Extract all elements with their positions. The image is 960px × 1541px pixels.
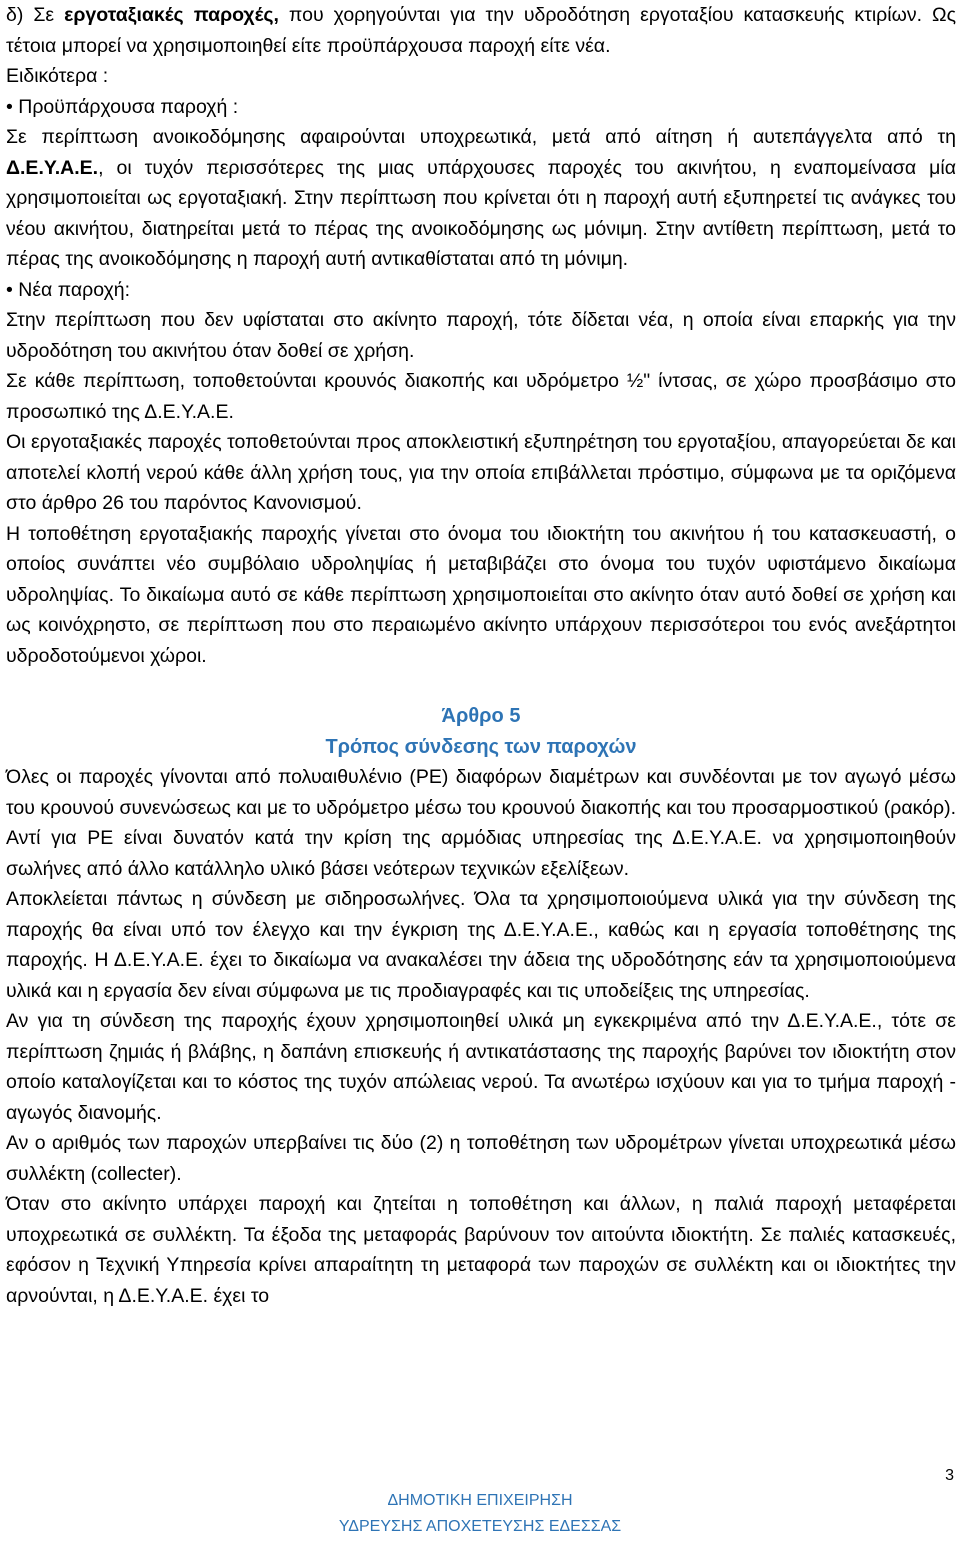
paragraph-owner-name: Η τοποθέτηση εργοταξιακής παροχής γίνεται στο όνομα του ιδιοκτήτη του ακινήτου ή του κατασκευαστή, ο οποίος συνάπτει νέο συμβόλαιο υδροληψίας ή μεταβιβάζει στο όνομα του τυχόν υφιστάμενο δικαίωμα υδροληψίας. Το δικαίωμα αυτό σε κάθε περίπτωση χρησιμοποιείται στο ακίνητο όταν αυτό δοθεί σε χρήση και ως κοινόχρηστο, σε περίπτωση που στο περαιωμένο ακίνητο υπάρχουν περισσότεροι του ενός ανεξάρτητοι υδροδοτούμενοι χώροι. [6, 522, 956, 667]
article-title: Τρόπος σύνδεσης των παροχών [325, 735, 637, 758]
spacer [6, 671, 956, 701]
paragraph-specifically: Ειδικότερα : [6, 65, 109, 87]
document-page [6, 0, 956, 1311]
paragraph-reconstruction: Σε περίπτωση ανοικοδόμησης αφαιρούνται υποχρεωτικά, μετά από αίτηση ή αυτεπάγγελτα από τη Δ.Ε.Υ.Α.Ε., οι τυχόν περισσότερες της μιας υπάρχουσες παροχές του ακινήτου, η εναπομείνασα μία χρησιμοποιείται ως εργοταξιακή. Στην περίπτωση που κρίνεται ότι η παροχή αυτή εξυπηρετεί τις ανάγκες του νέου ακινήτου, διατηρείται μετά το πέρας της ανοικοδόμησης ως μόνιμη. Στην αντίθετη περίπτωση, μετά το πέρας της ανοικοδόμησης η παροχή αυτή αντικαθίσταται από τη μόνιμη. [6, 126, 956, 270]
paragraph-text: που χορηγούνται για την υδροδότηση εργοταξίου κατασκευής κτιρίων. Ως τέτοια μπορεί να χρησιμοποιηθεί είτε προϋπάρχουσα παροχή είτε νέα. [6, 4, 956, 57]
paragraph-collector: Αν ο αριθμός των παροχών υπερβαίνει τις δύο (2) η τοποθέτηση των υδρομέτρων γίνεται υποχρεωτικά μέσω συλλέκτη (collecter). [6, 1132, 956, 1185]
bullet-existing-supply: • Προϋπάρχουσα παροχή : [6, 95, 239, 118]
paragraph-exclusive-use: Οι εργοταξιακές παροχές τοποθετούνται προς αποκλειστική εξυπηρέτηση του εργοταξίου, απαγορεύεται δε και αποτελεί κλοπή νερού κάθε άλλη χρήση τους, για την οποία επιβάλλεται πρόστιμο, σύμφωνα με τα οριζόμενα στο άρθρο 26 του παρόντος Κανονισμού. [6, 431, 956, 514]
bullet-new-supply: • Νέα παροχή: [6, 278, 131, 301]
article-number: Άρθρο 5 [441, 705, 521, 727]
paragraph-new-supply: Στην περίπτωση που δεν υφίσταται στο ακίνητο παροχή, τότε δίδεται νέα, η οποία είναι επαρκής για την υδροδότηση του ακινήτου όταν δοθεί σε χρήση. [6, 309, 956, 362]
paragraph-iron-pipes: Αποκλείεται πάντως η σύνδεση με σιδηροσωλήνες. Όλα τα χρησιμοποιούμενα υλικά για την σύνδεση της παροχής θα είναι υπό τον έλεγχο και την έγκριση της Δ.Ε.Υ.Α.Ε., καθώς και η εργασία τοποθέτησης της παροχής. Η Δ.Ε.Υ.Α.Ε. έχει το δικαίωμα να ανακαλέσει την άδεια της υδροδότησης εάν τα χρησιμοποιούμενα υλικά και η εργασία δεν είναι σύμφωνα με τις προδιαγραφές και τις υποδείξεις της υπηρεσίας. [6, 888, 956, 1002]
paragraph-valve-meter: Σε κάθε περίπτωση, τοποθετούνται κρουνός διακοπής και υδρόμετρο ½" ίντσας, σε χώρο προσβάσιμο στο προσωπικό της Δ.Ε.Υ.Α.Ε. [6, 370, 956, 423]
paragraph-prefix: δ) Σε [6, 4, 65, 26]
paragraph-worksite-supplies [6, 0, 956, 61]
paragraph-pe-pipes: Όλες οι παροχές γίνονται από πολυαιθυλένιο (PE) διαφόρων διαμέτρων και συνδέονται με τον αγωγό μέσω του κρουνού συνενώσεως και με το υδρόμετρο μέσω του κρουνού διακοπής και του προσαρμοστικού (ρακόρ). Αντί για PE είναι δυνατόν κατά την κρίση της αρμόδιας υπηρεσίας της Δ.Ε.Υ.Α.Ε. να χρησιμοποιηθούν σωλήνες από άλλο κατάλληλο υλικό βάσει νεότερων τεχνικών εξελίξεων. [6, 766, 956, 880]
page-number: 3 [945, 1467, 954, 1484]
paragraph-unapproved-materials: Αν για τη σύνδεση της παροχής έχουν χρησιμοποιηθεί υλικά μη εγκεκριμένα από την Δ.Ε.Υ.Α.Ε., τότε σε περίπτωση ζημιάς ή βλάβης, η δαπάνη επισκευής ή αντικατάστασης της παροχής βαρύνει τον ιδιοκτήτη στον οποίο καταλογίζεται και το κόστος της τυχόν απώλειας νερού. Τα ανωτέρω ισχύουν και για το τμήμα παροχή - αγωγός διανομής. [6, 1010, 956, 1124]
footer-organization-line1: ΔΗΜΟΤΙΚΗ ΕΠΙΧΕΙΡΗΣΗ [387, 1492, 573, 1509]
bold-abbreviation: Δ.Ε.Υ.Α.Ε. [6, 156, 99, 179]
paragraph-old-supply: Όταν στο ακίνητο υπάρχει παροχή και ζητείται η τοποθέτηση και άλλων, η παλιά παροχή μεταφέρεται υποχρεωτικά σε συλλέκτη. Τα έξοδα της μεταφοράς βαρύνουν τον αιτούντα ιδιοκτήτη. Σε παλιές κατασκευές, εφόσον η Τεχνική Υπηρεσία κρίνει απαραίτητη τη μεταφορά των παροχών σε συλλέκτη και οι ιδιοκτήτες την αρνούνται, η Δ.Ε.Υ.Α.Ε. έχει το [6, 1193, 956, 1307]
footer-organization-line2: ΥΔΡΕΥΣΗΣ ΑΠΟΧΕΤΕΥΣΗΣ ΕΔΕΣΣΑΣ [338, 1518, 622, 1535]
bold-term: εργοταξιακές παροχές, [64, 4, 279, 26]
